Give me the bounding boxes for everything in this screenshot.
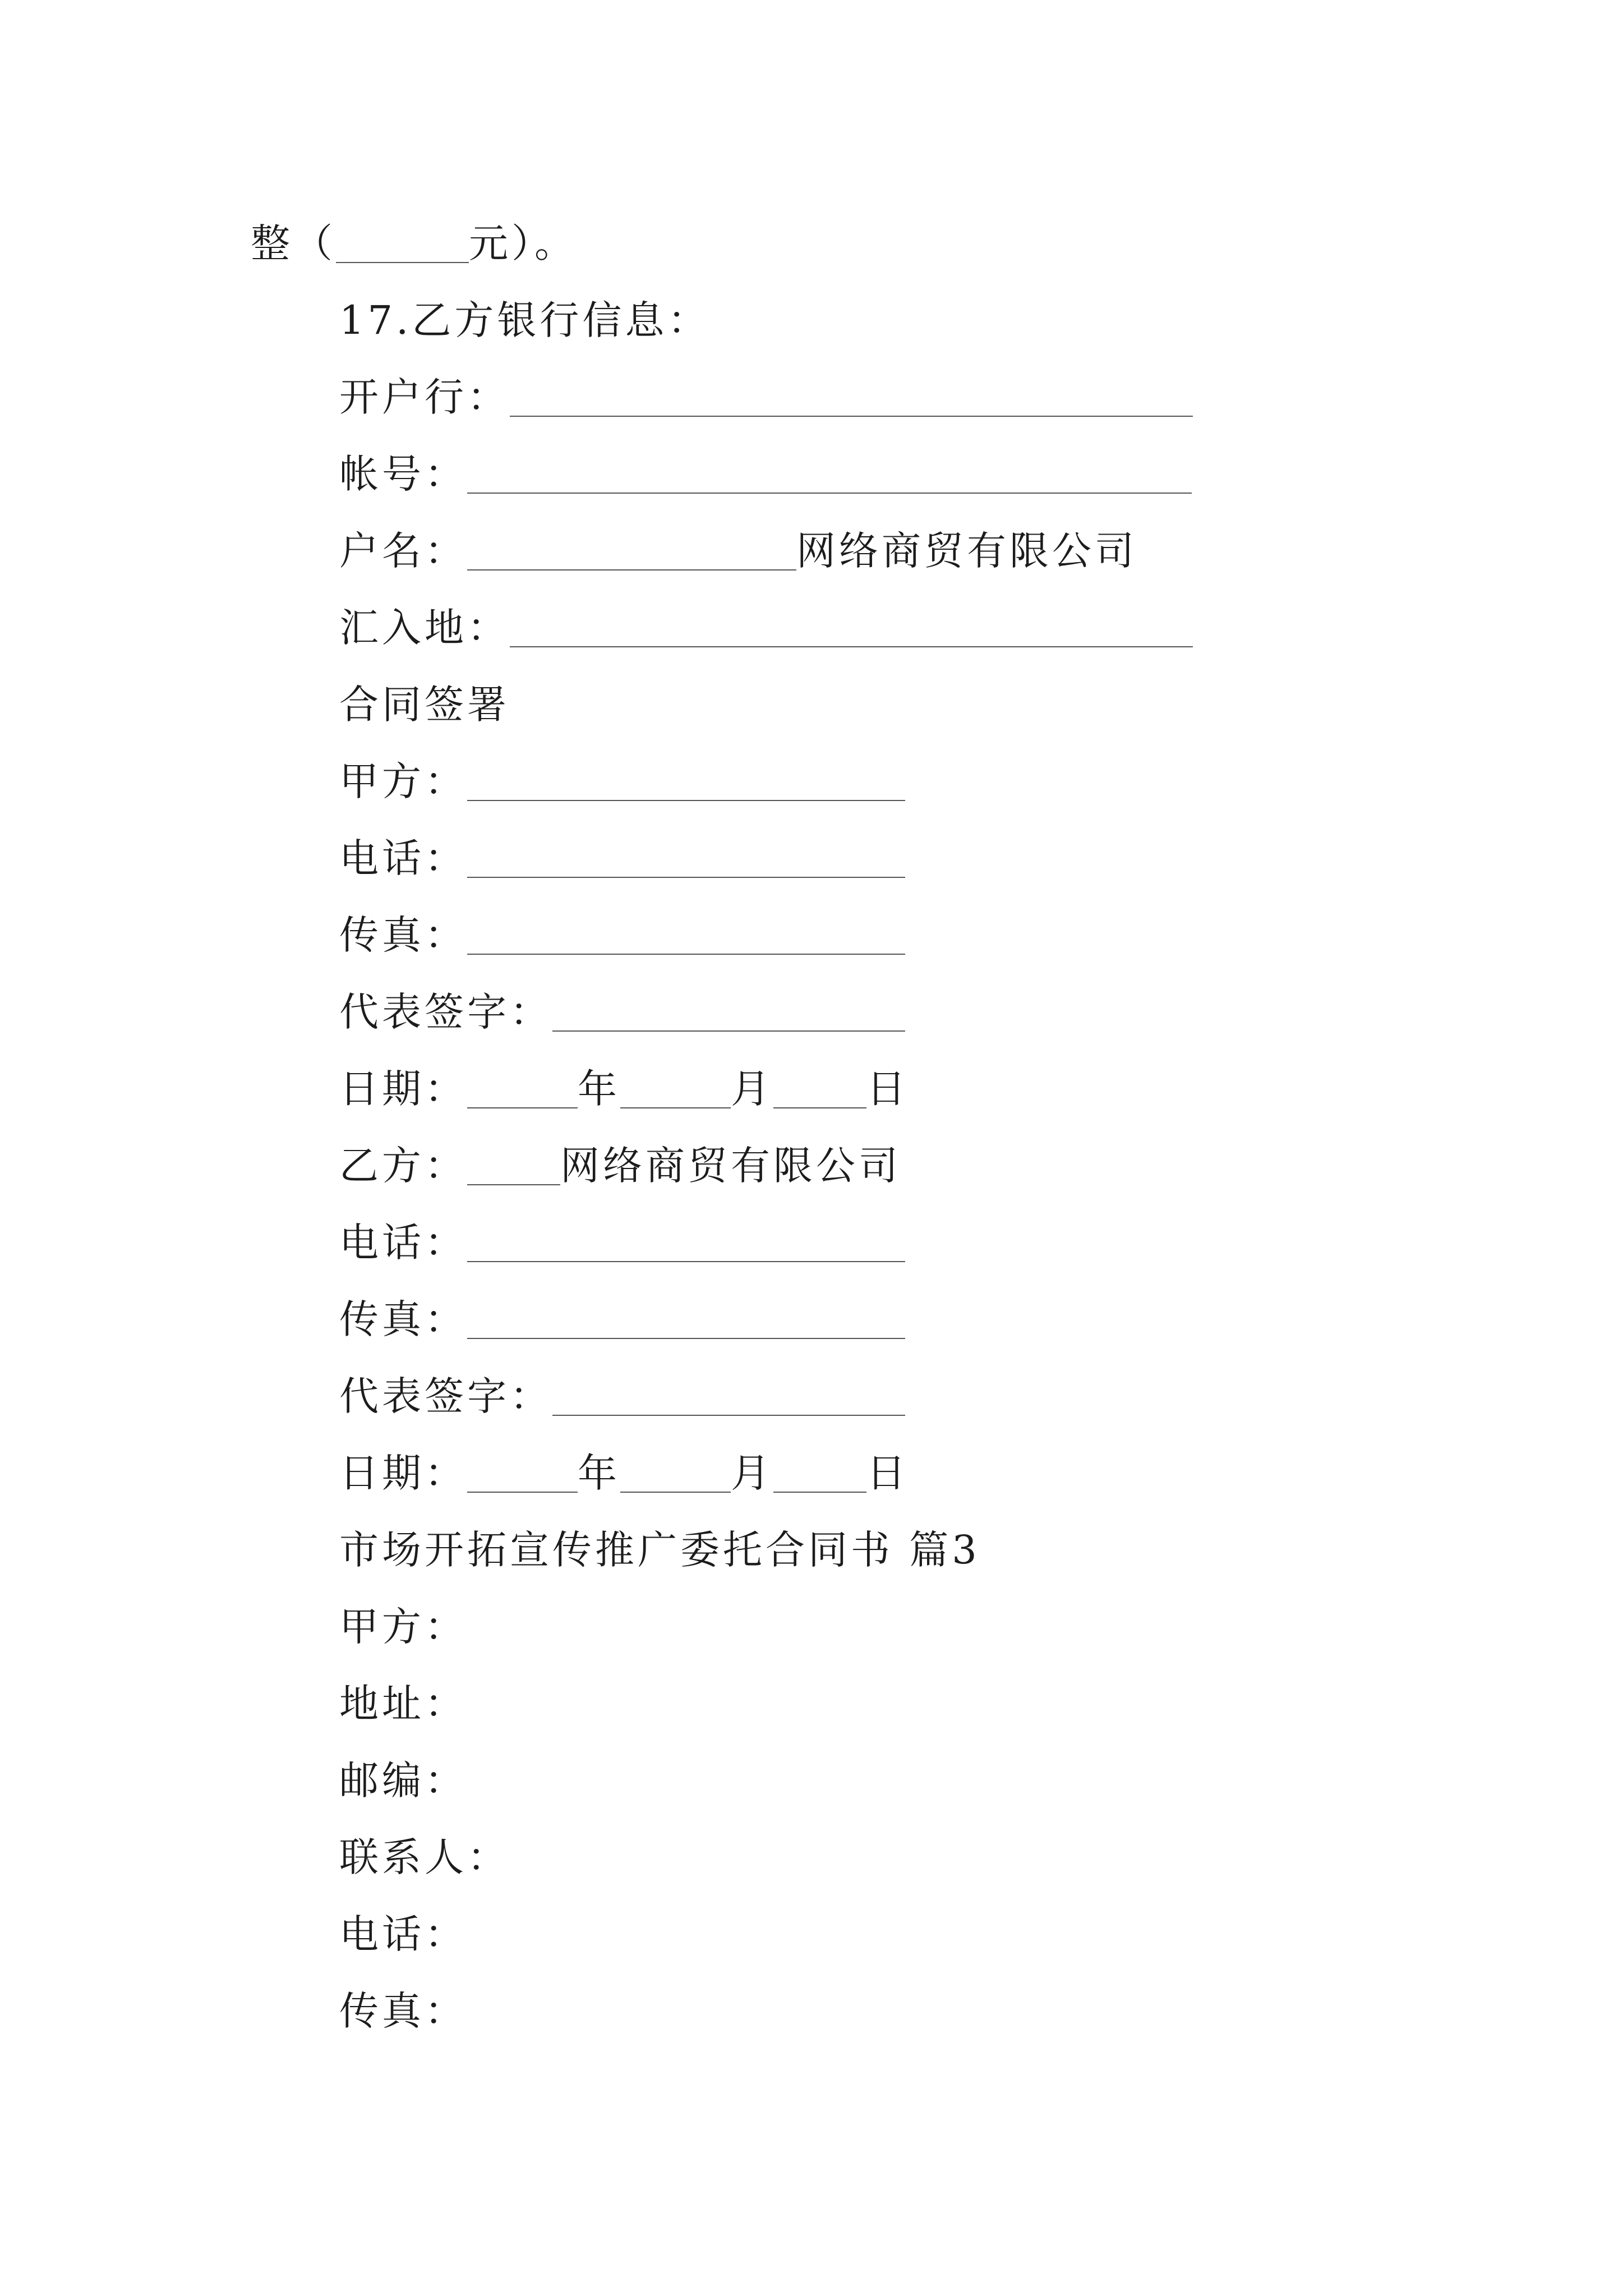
party-a-date-label: 日期： (339, 1066, 467, 1112)
party-b-day-label: 日 (866, 1450, 909, 1496)
party-a-day-blank (773, 1072, 866, 1108)
next-postcode-label: 邮编： (339, 1757, 467, 1803)
party-b-line (0, 1138, 1623, 1214)
party-b-signature-line (0, 1368, 1623, 1445)
next-address-label: 地址： (339, 1681, 467, 1727)
party-a-fax-blank (467, 918, 905, 955)
bank-info-heading: 17.乙方银行信息： (339, 297, 711, 343)
next-contract-title: 市场开拓宣传推广委托合同书 篇3 (339, 1527, 980, 1573)
party-b-signature-blank (552, 1379, 905, 1416)
bank-name-line (0, 369, 1623, 446)
party-b-day-blank (773, 1456, 866, 1493)
signing-heading: 合同签署 (339, 682, 510, 728)
party-a-phone-label: 电话： (339, 835, 467, 881)
account-name-blank (467, 534, 796, 570)
account-name-label: 户名： (339, 528, 467, 574)
remit-place-label: 汇入地： (339, 605, 510, 651)
document-page (0, 215, 1623, 2060)
party-b-date-line (0, 1445, 1623, 1522)
bank-name-label: 开户行： (339, 374, 510, 420)
next-contact-label: 联系人： (339, 1834, 510, 1880)
party-b-fax-blank (467, 1303, 905, 1339)
party-a-label: 甲方： (339, 758, 467, 804)
amount-suffix: 元）。 (469, 220, 577, 266)
party-b-date-label: 日期： (339, 1450, 467, 1496)
party-a-year-blank (467, 1072, 578, 1108)
party-a-year-label: 年 (578, 1066, 620, 1112)
party-b-phone-label: 电话： (339, 1220, 467, 1266)
party-a-month-label: 月 (731, 1066, 773, 1112)
party-b-year-blank (467, 1456, 578, 1493)
next-party-a-line (0, 1599, 1623, 1676)
next-phone-label: 电话： (339, 1911, 467, 1957)
party-a-phone-line (0, 830, 1623, 907)
party-b-fax-label: 传真： (339, 1296, 467, 1342)
bank-info-heading-line (0, 292, 1623, 369)
account-number-blank (467, 457, 1192, 494)
party-b-blank (467, 1149, 560, 1185)
next-phone-line (0, 1906, 1623, 1983)
amount-prefix: 整（ (251, 220, 336, 266)
account-number-line (0, 446, 1623, 523)
party-a-signature-blank (552, 995, 905, 1032)
party-b-phone-blank (467, 1226, 905, 1262)
party-b-fax-line (0, 1291, 1623, 1368)
remit-place-blank (510, 611, 1193, 647)
party-a-phone-blank (467, 841, 905, 878)
account-name-suffix: 网络商贸有限公司 (796, 528, 1137, 574)
party-b-label: 乙方： (339, 1143, 467, 1189)
next-postcode-line (0, 1752, 1623, 1829)
bank-name-blank (510, 380, 1193, 417)
party-a-blank (467, 765, 905, 801)
next-fax-label: 传真： (339, 1988, 467, 2034)
party-a-fax-label: 传真： (339, 912, 467, 958)
party-b-year-label: 年 (578, 1450, 620, 1496)
party-b-signature-label: 代表签字： (339, 1373, 552, 1419)
next-fax-line (0, 1983, 1623, 2060)
next-contact-line (0, 1829, 1623, 1906)
signing-heading-line (0, 677, 1623, 753)
party-a-day-label: 日 (866, 1066, 909, 1112)
next-party-a-label: 甲方： (339, 1604, 467, 1650)
account-number-label: 帐号： (339, 451, 467, 497)
amount-line (0, 215, 1623, 292)
party-a-month-blank (620, 1072, 731, 1108)
party-b-phone-line (0, 1214, 1623, 1291)
account-name-line (0, 523, 1623, 600)
amount-blank (336, 227, 469, 263)
party-b-month-blank (620, 1456, 731, 1493)
party-a-signature-line (0, 984, 1623, 1061)
remit-place-line (0, 600, 1623, 677)
party-a-date-line (0, 1061, 1623, 1138)
party-a-signature-label: 代表签字： (339, 989, 552, 1035)
party-b-company-suffix: 网络商贸有限公司 (560, 1143, 901, 1189)
party-a-fax-line (0, 907, 1623, 984)
next-contract-title-line (0, 1522, 1623, 1599)
party-b-month-label: 月 (731, 1450, 773, 1496)
party-a-line (0, 753, 1623, 830)
next-address-line (0, 1676, 1623, 1752)
